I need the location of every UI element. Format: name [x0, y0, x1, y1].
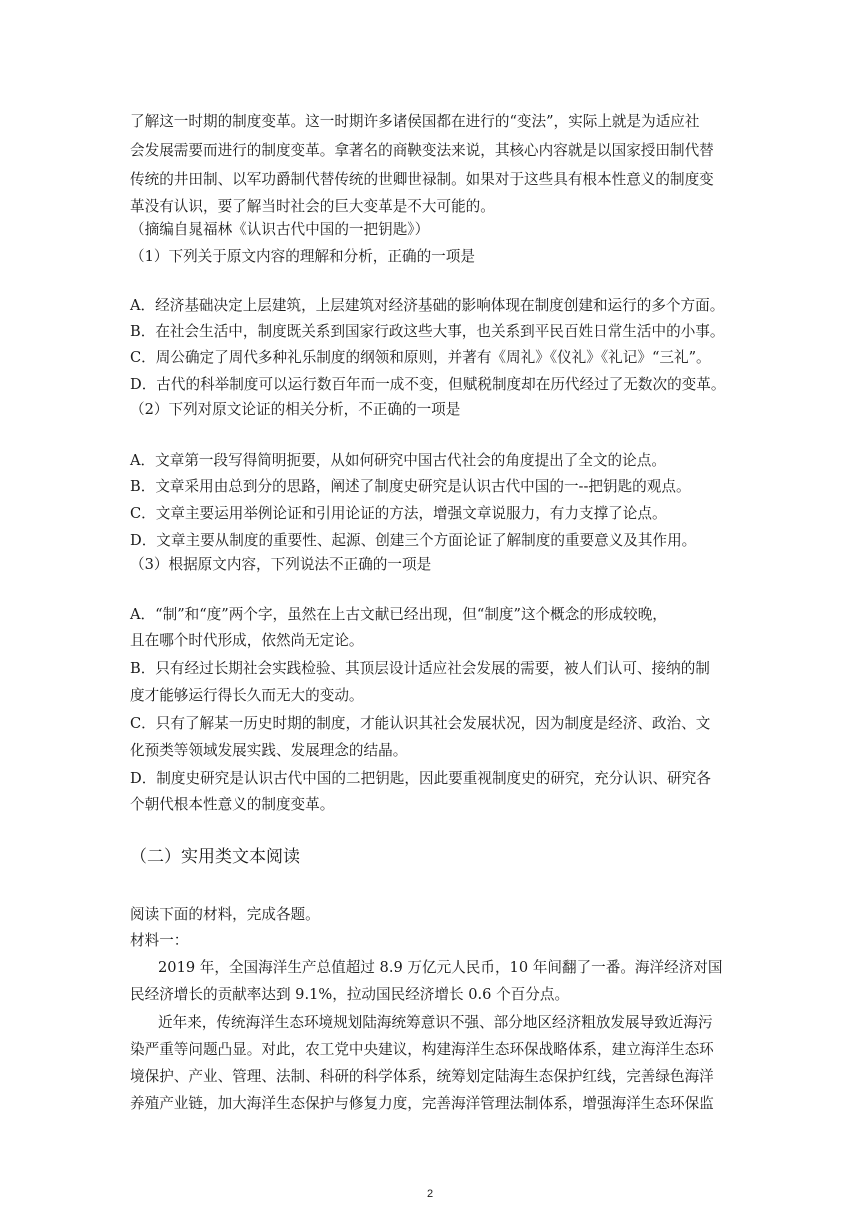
material-paragraph-line: 养殖产业链，加大海洋生态保护与修复力度，完善海洋管理法制体系，增强海洋生态环保监	[130, 1095, 714, 1112]
question-2-option-c: C．文章主要运用举例论证和引用论证的方法，增强文章说服力，有力支撑了论点。	[130, 505, 667, 522]
question-3-option-c: C．只有了解某一历史时期的制度，才能认识其社会发展状况，因为制度是经济、政治、文	[130, 715, 711, 732]
material-paragraph-line: 境保护、产业、管理、法制、科研的科学体系，统筹划定陆海生态保护红线，完善绿色海洋	[130, 1068, 714, 1085]
question-2-stem: （2）下列对原文论证的相关分析，不正确的一项是	[130, 401, 461, 418]
question-3-option-b-cont: 度才能够运行得长久而无大的变动。	[130, 687, 364, 704]
intro-line: 革没有认识，要了解当时社会的巨大变革是不大可能的。	[130, 198, 495, 215]
question-2-option-a: A．文章第一段写得简明扼要，从如何研究中国古代社会的角度提出了全文的论点。	[130, 452, 666, 469]
question-3-option-b: B．只有经过长期社会实践检验、其顶层设计适应社会发展的需要，被人们认可、接纳的制	[130, 660, 710, 677]
question-3-option-a-cont: 且在哪个时代形成，依然尚无定论。	[130, 632, 364, 649]
page-number: 2	[426, 1188, 434, 1200]
intro-line: 了解这一时期的制度变革。这一时期许多诸侯国都在进行的“变法”，实际上就是为适应社	[130, 113, 700, 130]
material-paragraph-line: 染严重等问题凸显。对此，农工党中央建议，构建海洋生态环保战略体系，建立海洋生态环	[130, 1041, 714, 1058]
question-3-option-a: A．“制”和“度”两个字，虽然在上古文献已经出现，但“制度”这个概念的形成较晚，	[130, 606, 667, 623]
material-paragraph-line: 2019 年，全国海洋生产总值超过 8.9 万亿元人民币，10 年间翻了一番。海洋经济对国	[158, 959, 723, 976]
question-2-option-b: B．文章采用由总到分的思路，阐述了制度史研究是认识古代中国的一--把钥匙的观点。	[130, 478, 691, 495]
question-1-option-a: A．经济基础决定上层建筑，上层建筑对经济基础的影响体现在制度创建和运行的多个方面。	[130, 297, 725, 314]
question-3-option-c-cont: 化预类等领域发展实践、发展理念的结晶。	[130, 742, 408, 759]
material-paragraph-line: 近年来，传统海洋生态环境规划陆海统筹意识不强、部分地区经济粗放发展导致近海污	[158, 1014, 713, 1031]
question-3-option-d: D．制度史研究是认识古代中国的二把钥匙，因此要重视制度史的研究，充分认识、研究各	[130, 770, 711, 787]
question-3-stem: （3）根据原文内容，下列说法不正确的一项是	[130, 556, 432, 573]
question-2-option-d: D．文章主要从制度的重要性、起源、创建三个方面论证了解制度的重要意义及其作用。	[130, 532, 697, 549]
material-paragraph-line: 民经济增长的贡献率达到 9.1%，拉动国民经济增长 0.6 个百分点。	[130, 986, 570, 1003]
question-1-option-c: C．周公确定了周代多种礼乐制度的纲领和原则，并著有《周礼》《仪礼》《礼记》“三礼”。	[130, 349, 711, 366]
source-note: （摘编自晁福林《认识古代中国的一把钥匙》）	[130, 221, 430, 238]
instruction-text: 阅读下面的材料，完成各题。	[130, 906, 320, 923]
question-1-stem: （1）下列关于原文内容的理解和分析，正确的一项是	[130, 248, 475, 265]
section-heading: （二）实用类文本阅读	[130, 847, 300, 867]
intro-line: 会发展需要而进行的制度变革。拿著名的商鞅变法来说，其核心内容就是以国家授田制代替	[130, 142, 714, 159]
material-label: 材料一：	[130, 932, 189, 949]
question-1-option-b: B．在社会生活中，制度既关系到国家行政这些大事，也关系到平民百姓日常生活中的小事。	[130, 323, 725, 340]
question-1-option-d: D．古代的科举制度可以运行数百年而一成不变，但赋税制度却在历代经过了无数次的变革。	[130, 376, 726, 393]
question-3-option-d-cont: 个朝代根本性意义的制度变革。	[130, 796, 335, 813]
intro-line: 传统的井田制、以军功爵制代替传统的世卿世禄制。如果对于这些具有根本性意义的制度变	[130, 171, 714, 188]
